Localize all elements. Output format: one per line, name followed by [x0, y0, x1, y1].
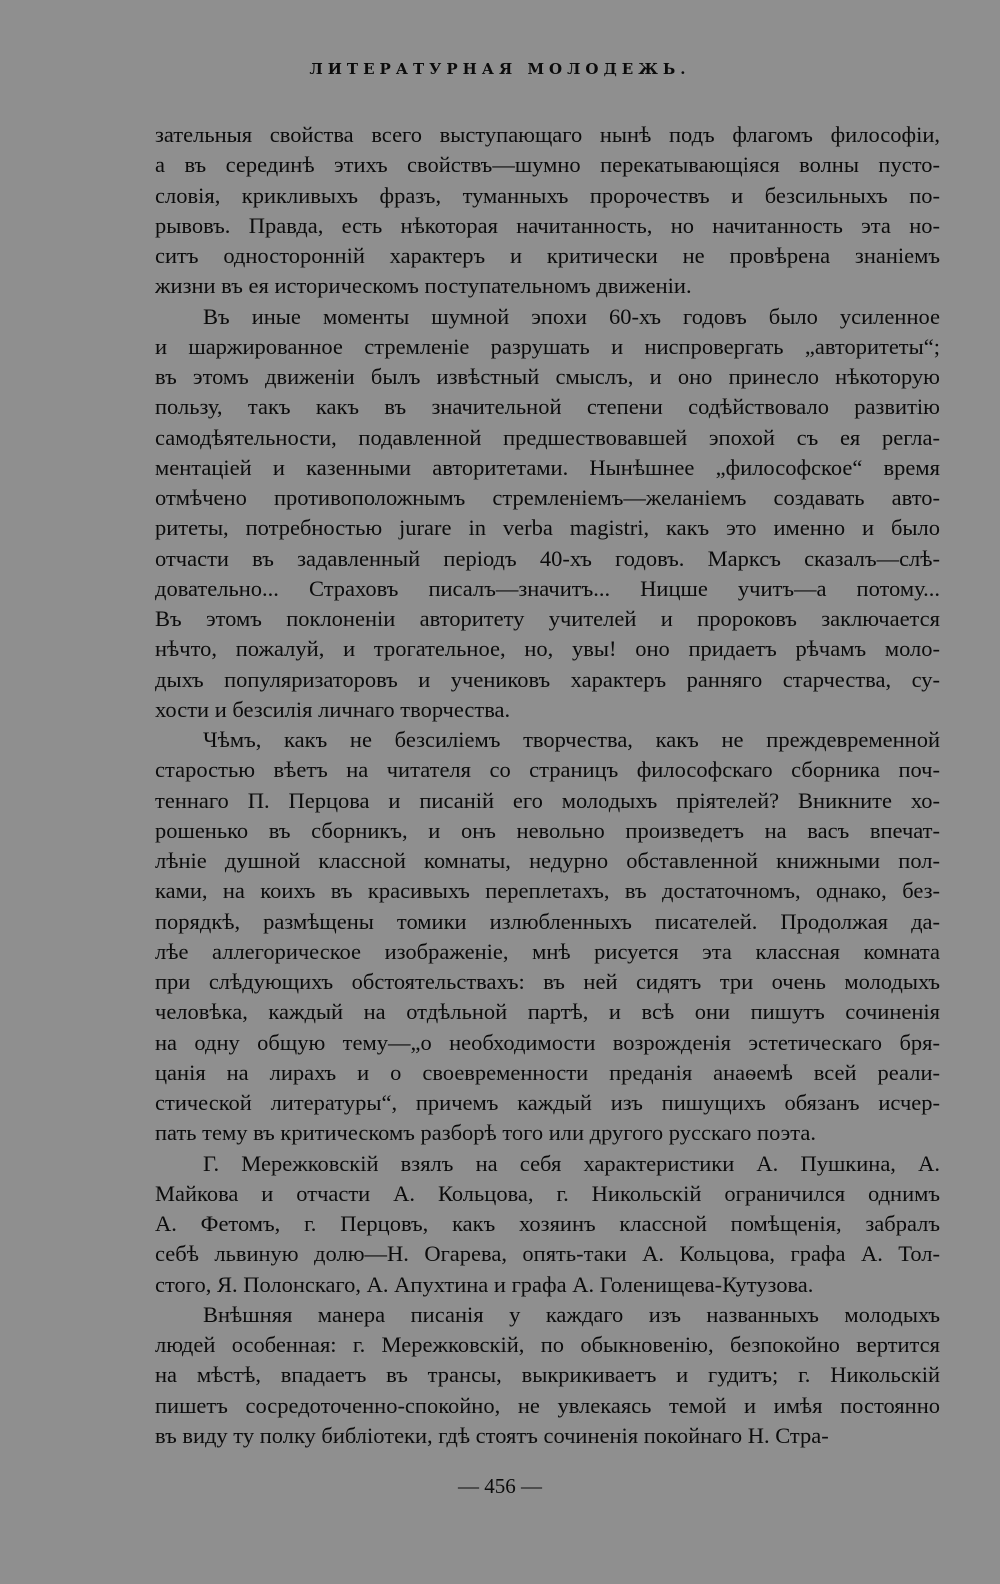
text-line: словія, крикливыхъ фразъ, туманныхъ пророчествъ и безсильныхъ по-	[155, 182, 940, 208]
text-line: ситъ односторонній характеръ и критически не провѣрена знаніемъ	[155, 243, 940, 268]
text-line: отчасти въ задавленный періодъ 40-хъ годовъ. Марксъ сказалъ—слѣ-	[155, 545, 940, 571]
text-line: Г. Мережковскій взялъ на себя характеристики А. Пушкина, А.	[203, 1150, 940, 1176]
text-line: Въ этомъ поклоненіи авторитету учителей и пророковъ заключается	[155, 606, 940, 631]
text-line: лѣніе душной классной комнаты, недурно обставленной книжными пол-	[155, 848, 940, 873]
text-line: стической литературы“, причемъ каждый изъ пишущихъ обязанъ исчер-	[155, 1090, 940, 1115]
text-line: пишетъ сосредоточенно-спокойно, не увлекаясь темой и имѣя постоянно	[155, 1392, 940, 1418]
text-line: порядкѣ, размѣщены томики излюбленныхъ писателей. Продолжая да-	[155, 908, 940, 934]
text-line: Въ иные моменты шумной эпохи 60-хъ годовъ было усиленное	[203, 303, 940, 329]
text-line: при слѣдующихъ обстоятельствахъ: въ ней сидятъ три очень молодыхъ	[155, 969, 940, 994]
text-line: дыхъ популяризаторовъ и учениковъ характеръ ранняго старчества, су-	[155, 666, 940, 692]
text-line: хости и безсилія личнаго творчества.	[155, 696, 511, 722]
text-line: довательно... Страховъ писалъ—значитъ... Ницше учитъ—а потому...	[155, 575, 940, 601]
text-line: Чѣмъ, какъ не безсиліемъ творчества, какъ не преждевременной	[203, 727, 940, 752]
text-line: ками, на коихъ въ красивыхъ переплетахъ, въ достаточномъ, однако, без-	[155, 878, 940, 904]
text-line: людей особенная: г. Мережковскій, по обыкновенію, безпокойно вертится	[155, 1332, 940, 1357]
body-text	[155, 120, 940, 1451]
paragraph	[155, 120, 940, 302]
text-line: и шаржированное стремленіе разрушать и ниспровергать „авторитеты“;	[155, 333, 940, 359]
text-line: старостью вѣетъ на читателя со страницъ философскаго сборника поч-	[155, 757, 940, 783]
text-line: зательныя свойства всего выступающаго нынѣ подъ флагомъ философіи,	[155, 122, 940, 147]
running-header: ЛИТЕРАТУРНАЯ МОЛОДЕЖЬ.	[309, 60, 691, 78]
text-line: стого, Я. Полонскаго, А. Апухтина и графа А. Голенищева-Кутузова.	[155, 1271, 814, 1297]
text-line: въ этомъ движеніи былъ извѣстный смыслъ, и оно принесло нѣкоторую	[155, 364, 940, 389]
text-line: на одну общую тему—„о необходимости возрожденія эстетическаго бря-	[155, 1029, 940, 1055]
text-line: жизни въ ея историческомъ поступательномъ движеніи.	[155, 273, 692, 299]
text-line: цанія на лирахъ и о своевременности преданія анаѳемѣ всей реали-	[155, 1059, 940, 1085]
text-line: отмѣчено противоположнымъ стремленіемъ—желаніемъ создавать авто-	[155, 485, 940, 510]
text-line: рошенько въ сборникъ, и онъ невольно произведетъ на васъ впечат-	[155, 817, 940, 843]
text-line: теннаго П. Перцова и писаній его молодыхъ пріятелей? Вникните хо-	[155, 787, 940, 813]
text-line: рывовъ. Правда, есть нѣкоторая начитанность, но начитанность эта но-	[155, 212, 940, 238]
text-line: нѣчто, пожалуй, и трогательное, но, увы! оно придаетъ рѣчамъ моло-	[155, 636, 940, 662]
paragraph	[155, 302, 940, 726]
text-line: въ виду ту полку библіотеки, гдѣ стоятъ сочиненія покойнаго Н. Стра-	[155, 1422, 829, 1448]
text-line: А. Фетомъ, г. Перцовъ, какъ хозяинъ классной помѣщенія, забралъ	[155, 1211, 940, 1236]
text-line: пользу, такъ какъ въ значительной степени содѣйствовало развитію	[155, 394, 940, 420]
text-line: самодѣятельности, подавленной предшествовавшей эпохой съ ея регла-	[155, 424, 940, 450]
text-line: а въ серединѣ этихъ свойствъ—шумно перекатывающіяся волны пусто-	[155, 152, 940, 178]
text-line: пать тему въ критическомъ разборѣ того или другого русскаго поэта.	[155, 1120, 817, 1146]
text-line: себѣ львиную долю—Н. Огарева, опять-таки А. Кольцова, графа А. Тол-	[155, 1241, 940, 1267]
text-line: ритеты, потребностью jurare in verba magistri, какъ это именно и было	[155, 515, 940, 541]
paragraph	[155, 725, 940, 1149]
page-number: — 456 —	[458, 1474, 542, 1498]
text-line: человѣка, каждый на отдѣльной партѣ, и всѣ они пишутъ сочиненія	[155, 999, 940, 1025]
text-line: на мѣстѣ, впадаетъ въ трансы, выкрикиваетъ и гудитъ; г. Никольскій	[155, 1362, 940, 1388]
text-line: ментаціей и казенными авторитетами. Нынѣшнее „философское“ время	[155, 454, 940, 480]
paragraph	[155, 1300, 940, 1451]
text-line: Майкова и отчасти А. Кольцова, г. Никольскій ограничился однимъ	[155, 1180, 940, 1206]
paragraph	[155, 1149, 940, 1300]
text-line: Внѣшняя манера писанія у каждаго изъ названныхъ молодыхъ	[203, 1301, 940, 1327]
text-line: лѣе аллегорическое изображеніе, мнѣ рисуется эта классная комната	[155, 938, 940, 964]
